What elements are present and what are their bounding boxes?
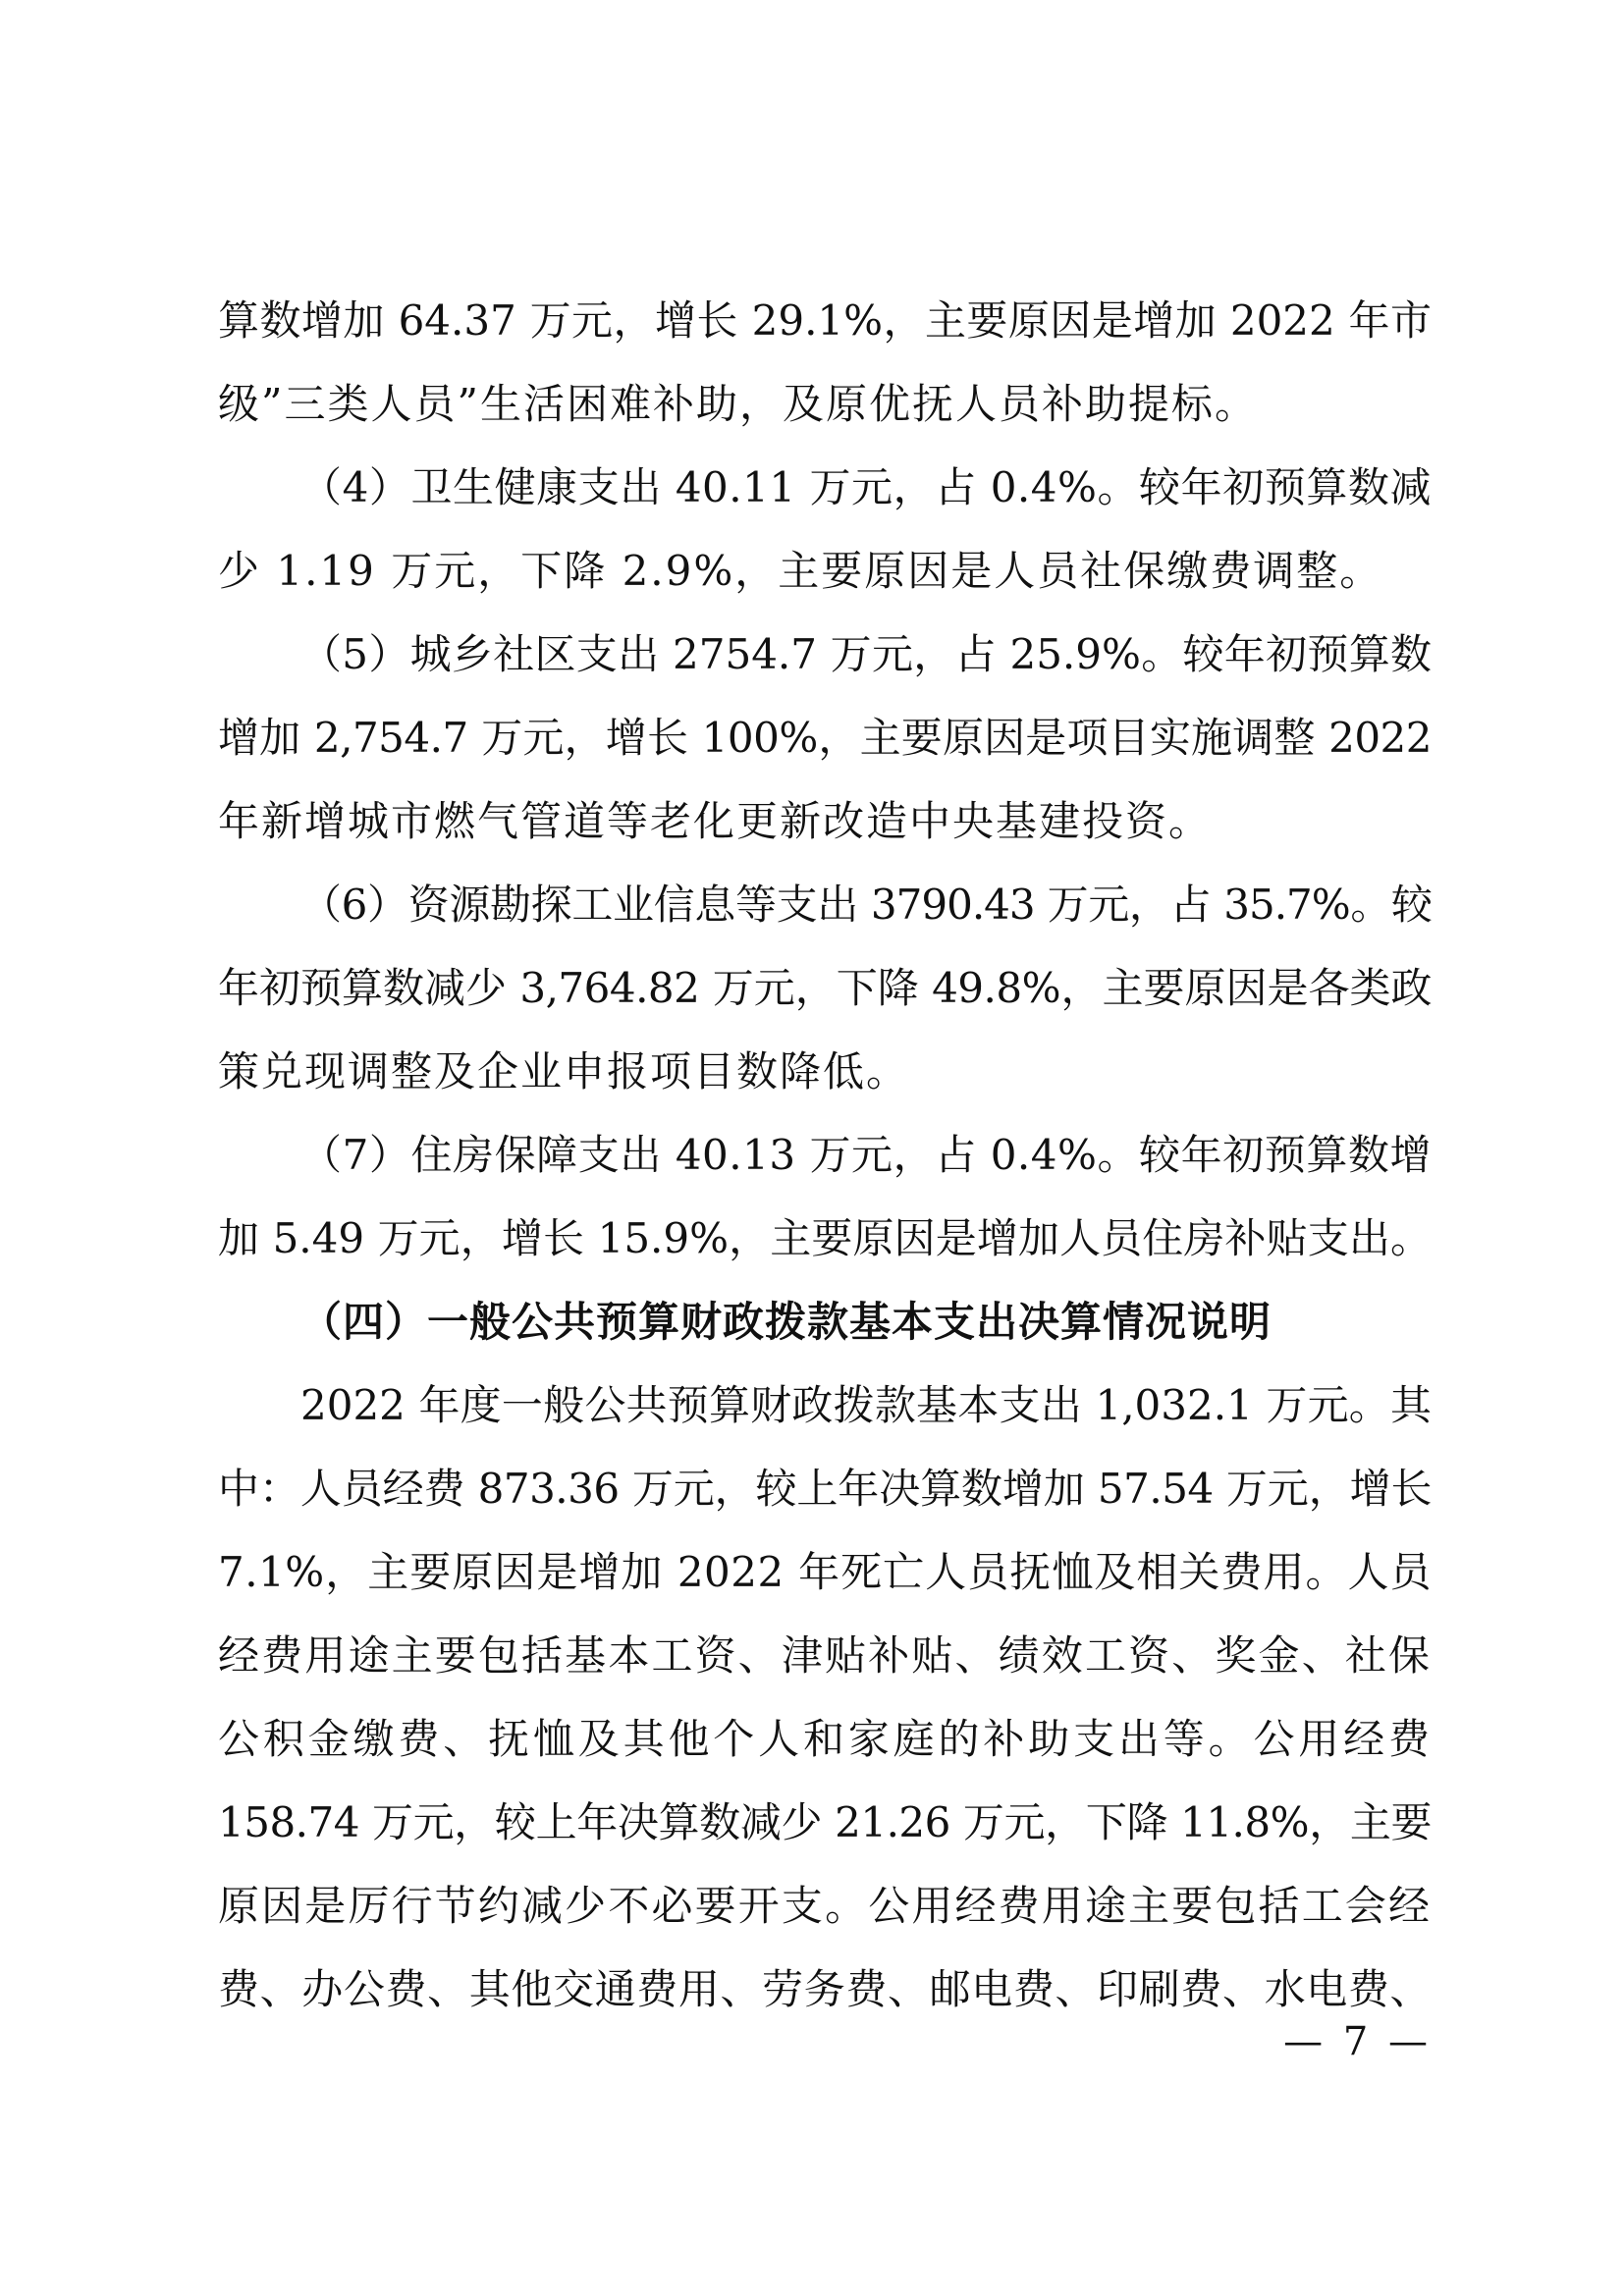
paragraph-4-line-2: 年初预算数减少 3,764.82 万元，下降 49.8%，主要原因是各类政: [218, 964, 1432, 1012]
paragraph-1-line-2: 级”三类人员”生活困难补助，及原优抚人员补助提标。: [218, 380, 1258, 428]
paragraph-6-line-2: 中：人员经费 873.36 万元，较上年决算数增加 57.54 万元，增长: [218, 1465, 1432, 1513]
paragraph-6-line-5: 公积金缴费、抚恤及其他个人和家庭的补助支出等。公用经费: [218, 1715, 1432, 1763]
page-number: — 7 —: [1283, 2019, 1432, 2064]
paragraph-5-line-2: 加 5.49 万元，增长 15.9%，主要原因是增加人员住房补贴支出。: [218, 1214, 1432, 1262]
paragraph-2-line-1: （4）卫生健康支出 40.11 万元，占 0.4%。较年初预算数减: [300, 463, 1432, 511]
paragraph-6-line-8: 费、办公费、其他交通费用、劳务费、邮电费、印刷费、水电费、: [218, 1965, 1432, 2013]
paragraph-6-line-4: 经费用途主要包括基本工资、津贴补贴、绩效工资、奖金、社保: [218, 1631, 1432, 1680]
paragraph-3-line-1: （5）城乡社区支出 2754.7 万元，占 25.9%。较年初预算数: [300, 630, 1432, 678]
paragraph-1-line-1: 算数增加 64.37 万元，增长 29.1%，主要原因是增加 2022 年市: [218, 296, 1432, 345]
paragraph-5-line-1: （7）住房保障支出 40.13 万元，占 0.4%。较年初预算数增: [300, 1131, 1432, 1179]
paragraph-3-line-2: 增加 2,754.7 万元，增长 100%，主要原因是项目实施调整 2022: [218, 714, 1432, 762]
paragraph-6-line-7: 原因是厉行节约减少不必要开支。公用经费用途主要包括工会经: [218, 1882, 1432, 1930]
paragraph-3-line-3: 年新增城市燃气管道等老化更新改造中央基建投资。: [218, 797, 1213, 845]
section-heading: （四）一般公共预算财政拨款基本支出决算情况说明: [300, 1298, 1272, 1346]
paragraph-2-line-2: 少 1.19 万元，下降 2.9%，主要原因是人员社保缴费调整。: [218, 547, 1383, 595]
paragraph-4-line-1: （6）资源勘探工业信息等支出 3790.43 万元，占 35.7%。较: [300, 881, 1432, 929]
paragraph-4-line-3: 策兑现调整及企业申报项目数降低。: [218, 1047, 910, 1095]
paragraph-6-line-6: 158.74 万元，较上年决算数减少 21.26 万元，下降 11.8%，主要: [218, 1798, 1432, 1846]
paragraph-6-line-1: 2022 年度一般公共预算财政拨款基本支出 1,032.1 万元。其: [300, 1381, 1432, 1429]
paragraph-6-line-3: 7.1%，主要原因是增加 2022 年死亡人员抚恤及相关费用。人员: [218, 1548, 1432, 1596]
